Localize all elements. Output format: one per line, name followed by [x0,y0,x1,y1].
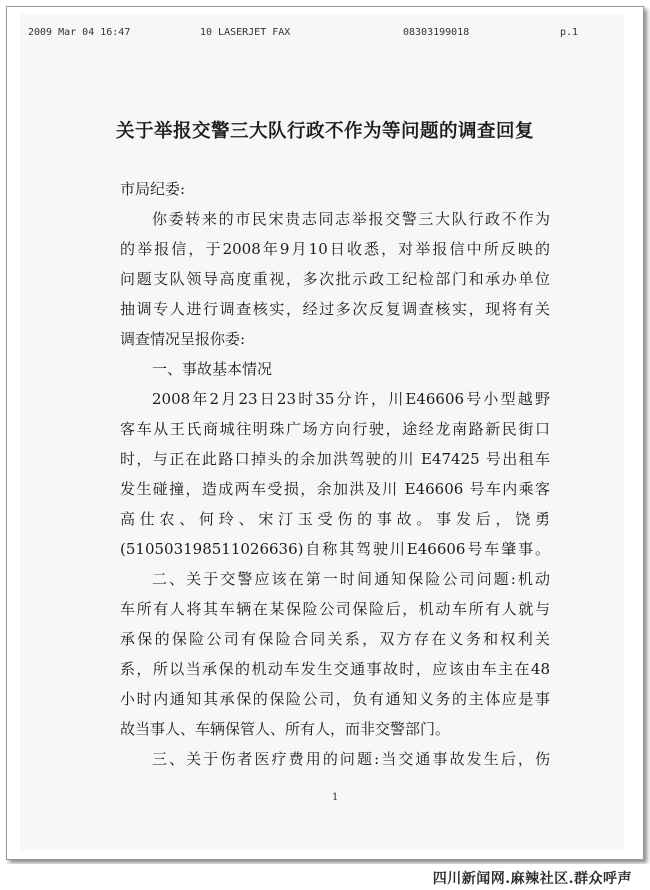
body-line: 问题支队领导高度重视，多次批示政工纪检部门和承办单位 [120,270,550,288]
watermark-band [0,864,650,890]
body-line: 三、关于伤者医疗费用的问题:当交通事故发生后，伤 [152,750,550,768]
body-line: 发生碰撞，造成两车受损，余加洪及川 E46606 号车内乘客 [120,480,550,498]
body-line: 2008年2月23日23时35分许，川E46606号小型越野 [152,390,550,408]
document-body [120,174,550,774]
fax-header [20,27,624,47]
body-line: 二、关于交警应该在第一时间通知保险公司问题:机动 [152,570,550,588]
body-line: 调查情况呈报你委: [120,330,246,348]
watermark-text: 四川新闻网.麻辣社区.群众呼声 [432,871,632,887]
body-line: 客车从王氏商城往明珠广场方向行驶，途经龙南路新民街口 [120,420,550,438]
body-line: 小时内通知其承保的保险公司，负有通知义务的主体应是事 [120,690,550,708]
body-line: 的举报信，于2008年9月10日收悉，对举报信中所反映的 [120,240,550,258]
body-line: 承保的保险公司有保险合同关系，双方存在义务和权利关 [120,630,550,648]
body-line: (510503198511026636)自称其驾驶川E46606号车肇事。 [120,540,550,558]
fax-page: p.1 [560,27,579,38]
page-number: 1 [332,792,339,803]
fax-date: 2009 Mar 04 16:47 [28,27,131,38]
body-line: 车所有人将其车辆在某保险公司保险后，机动车所有人就与 [120,600,550,618]
fax-device: 10 LASERJET FAX [200,27,291,38]
body-line: 时，与正在此路口掉头的余加洪驾驶的川 E47425 号出租车 [120,450,550,468]
document-title: 关于举报交警三大队行政不作为等问题的调查回复 [115,121,534,142]
fax-number: 08303199018 [403,27,470,38]
body-line: 高仕农、何玲、宋汀玉受伤的事故。事发后，饶勇 [120,510,550,528]
body-line: 故当事人、车辆保管人、所有人，而非交警部门。 [120,720,451,738]
body-line: 抽调专人进行调查核实，经过多次反复调查核实，现将有关 [120,300,550,318]
salutation: 市局纪委: [120,180,186,198]
body-line: 系，所以当承保的机动车发生交通事故时，应该由车主在48 [120,660,550,678]
body-line: 你委转来的市民宋贵志同志举报交警三大队行政不作为 [152,210,550,228]
section-heading: 一、事故基本情况 [152,360,273,378]
